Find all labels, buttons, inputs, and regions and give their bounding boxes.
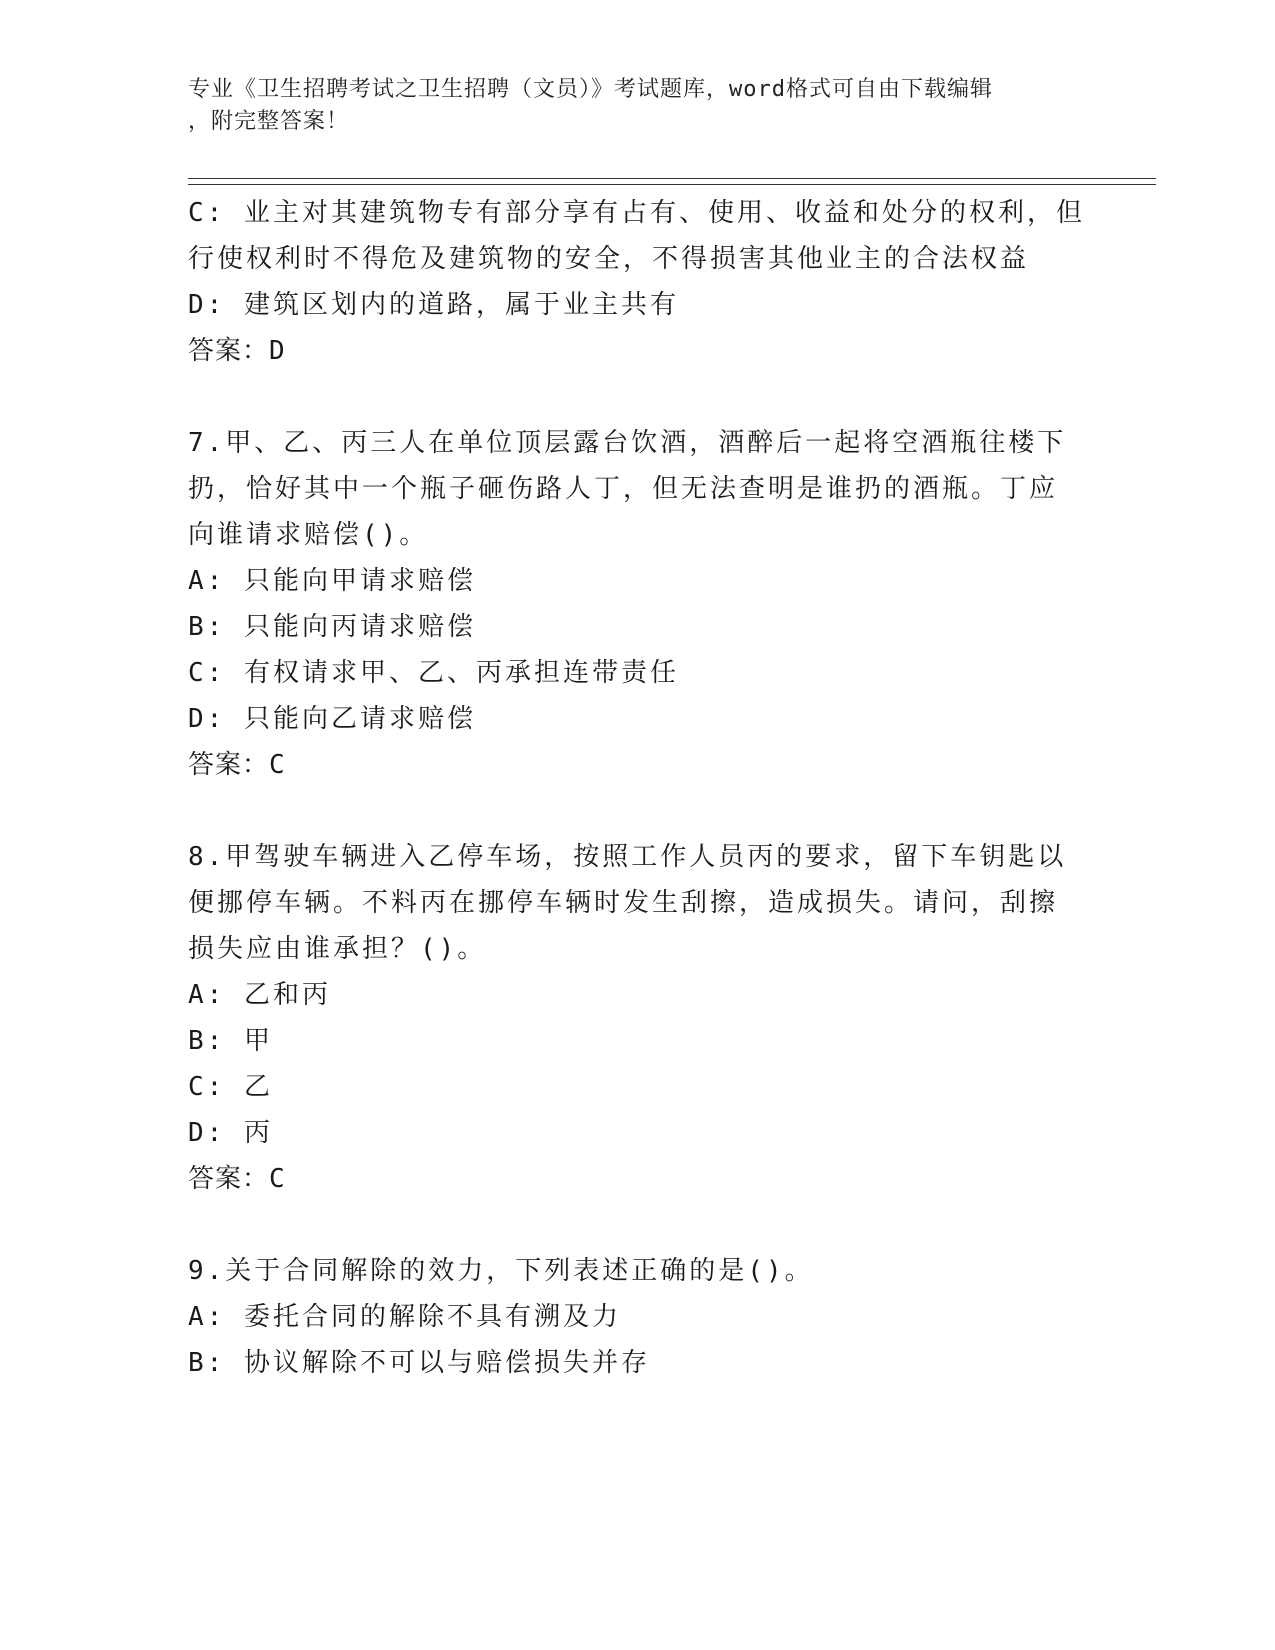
question-6-tail <box>188 190 1088 374</box>
question-9 <box>188 1248 1088 1386</box>
question-stem-line-3: 损失应由谁承担？()。 <box>188 934 487 964</box>
option-c-line-1: C: 业主对其建筑物专有部分享有占有、使用、收益和处分的权利，但 <box>188 198 1085 228</box>
option-b: B: 协议解除不可以与赔偿损失并存 <box>188 1348 650 1378</box>
question-stem-line-1: 9.关于合同解除的效力，下列表述正确的是()。 <box>188 1256 814 1286</box>
option-d: D: 只能向乙请求赔偿 <box>188 704 476 734</box>
question-stem-line-2: 便挪停车辆。不料丙在挪停车辆时发生刮擦，造成损失。请问，刮擦 <box>188 888 1059 918</box>
answer: 答案：C <box>188 750 286 780</box>
answer: 答案：D <box>188 336 286 366</box>
header-line-1: 专业《卫生招聘考试之卫生招聘（文员）》考试题库，word格式可自由下载编辑 <box>188 77 993 102</box>
option-c: C: 有权请求甲、乙、丙承担连带责任 <box>188 658 679 688</box>
option-a: A: 委托合同的解除不具有溯及力 <box>188 1302 621 1332</box>
question-stem-line-2: 扔，恰好其中一个瓶子砸伤路人丁，但无法查明是谁扔的酒瓶。丁应 <box>188 474 1059 504</box>
question-8 <box>188 834 1088 1202</box>
option-d: D: 建筑区划内的道路，属于业主共有 <box>188 290 679 320</box>
option-a: A: 乙和丙 <box>188 980 331 1010</box>
question-stem-line-1: 7.甲、乙、丙三人在单位顶层露台饮酒，酒醉后一起将空酒瓶往楼下 <box>188 428 1067 458</box>
header-line-2: ，附完整答案！ <box>188 109 350 134</box>
question-content <box>188 190 1088 1386</box>
option-d: D: 丙 <box>188 1118 273 1148</box>
spacer <box>188 788 1088 834</box>
option-c-line-2: 行使权利时不得危及建筑物的安全，不得损害其他业主的合法权益 <box>188 244 1030 274</box>
spacer <box>188 1202 1088 1248</box>
question-stem-line-1: 8.甲驾驶车辆进入乙停车场，按照工作人员丙的要求，留下车钥匙以 <box>188 842 1067 872</box>
question-stem-line-3: 向谁请求赔偿()。 <box>188 520 429 550</box>
page-header <box>188 74 1088 138</box>
option-b: B: 只能向丙请求赔偿 <box>188 612 476 642</box>
answer: 答案：C <box>188 1164 286 1194</box>
option-c: C: 乙 <box>188 1072 273 1102</box>
question-7 <box>188 420 1088 788</box>
option-b: B: 甲 <box>188 1026 273 1056</box>
spacer <box>188 374 1088 420</box>
header-divider <box>188 178 1156 185</box>
option-a: A: 只能向甲请求赔偿 <box>188 566 476 596</box>
